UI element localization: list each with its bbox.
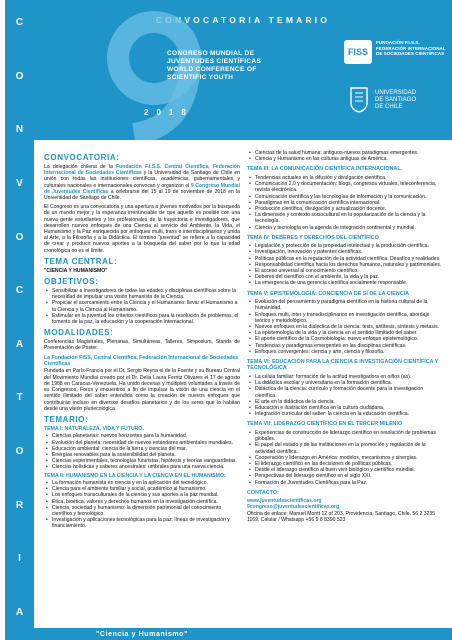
list-item: • Investigación y aplicaciones tecnológicas para la paz: líneas de investigación y financiamiento. (44, 517, 240, 529)
list-item: • Evolución del planeta: necesidad de nuevos estándares ambientales mundiales. (44, 440, 240, 446)
list-item: • Ciencias holísticas y saberes ancestrales: umbrales para una nueva ciencia. (44, 464, 240, 470)
list-item: • Estimular en la juventud los criterios científicos para la resolución de problemas, el fomento de la paz, la educación y la cooperación internacional. (44, 313, 240, 325)
side-letter: I (18, 553, 21, 565)
side-letter: A (15, 338, 24, 350)
list-item: • Perspectivas del liderazgo científico en el siglo XXI. (247, 473, 443, 479)
footer-bar (34, 628, 452, 640)
tema-4-heading: TEMA IV: DEBERES Y DERECHOS DEL CIENTÍFICO (247, 234, 379, 241)
usach-line: DE CHILE (375, 104, 403, 110)
tema-3-list (247, 175, 443, 231)
side-letter: T (16, 392, 23, 404)
fiss-name (376, 40, 452, 57)
usach-line: DE SANTIAGO (375, 97, 417, 103)
tema-1-heading: TEMA I: NATURALEZA, VIDA Y FUTURO. (44, 425, 144, 432)
contact-address: Oficina de enlace: Manuel Montt 12 of 203, Providencia, Santiago, Chile. 56 2 3235 1169. Celular / Whatsapp +56 9 8 8390 523 (247, 510, 436, 523)
list-item: • Propiciar el acercamiento entre la Ciencia y el Humanismo: llevar el Humanismo a la Ciencia y la Ciencia al Humanismo. (44, 300, 240, 312)
contacto-heading: CONTACTO: (247, 489, 279, 496)
side-letter: N (15, 124, 24, 136)
list-item: • El aporte científico de la Cosmobiología: nuevo enfoque epistemológico. (247, 336, 443, 342)
header-banner (34, 0, 452, 140)
list-item: • El liderazgo científico en las decisiones de políticas públicas. (247, 461, 443, 467)
list-item: • Investigación, innovación y patentes científicas. (247, 249, 443, 255)
text-run: a celebrarse del 15 al 19 de noviembre de 2018 en la Universidad de Santiago de Chile. (44, 188, 240, 202)
list-item: • Ciencias experimentales, tecnologías futuristas, hipótesis y teorías vanguardistas. (44, 458, 240, 464)
tema-2-list (44, 480, 240, 530)
tema-5-list (247, 299, 443, 355)
list-item: • El arte en la didáctica de la ciencia. (247, 399, 443, 405)
fiss-paragraph: Fundada en París-Francia por el Dr. Sergio Reyna el de la Fuente y su Bureau Central del Movimiento Mundial creado por el Dr. Delia Laura Ferritz Olivares el 17 de agosto de 1988 en Caracas-Venezuela. Ha unido decenas y múltiples voluntades a través de su Congresos, Foros y encuentros a fin de impulsar la visión de una ciencia en el sentido ilimitado del saber entendida como la creación de nuevos enfoques que contribuirán incluso en diversos desafíos planetarios y de los seres que lo habitan desde una visión pluriecológica. (44, 368, 240, 412)
list-item: • Nuevos enfoques en la dialéctica de la ciencia: tesis, antítesis, síntesis y metasis. (247, 324, 443, 330)
usach-name (375, 90, 452, 111)
list-item: • La célula familiar: formación de la actitud investigadora en niños (as). (247, 374, 443, 380)
usach-shield-icon (350, 87, 368, 113)
side-band-text (5, 18, 34, 618)
convocatoria-paragraph (44, 164, 240, 201)
list-item: • Responsabilidad científica hacia los derechos humanos, naturales y patrimoniales. (247, 262, 443, 268)
modalidades-heading: MODALIDADES: (44, 328, 114, 338)
fiss-name-highlight: Fundación F.I.S.S. Central Científica, Federación Internacional de Sociedades Científicas (44, 164, 240, 177)
side-letter: O (15, 446, 24, 457)
tema-central-value: "CIENCIA Y HUMANISMO" (44, 267, 108, 274)
tema-7-list (247, 430, 443, 486)
side-letter: C (15, 285, 24, 297)
side-letter: V (16, 177, 23, 189)
right-column (247, 150, 443, 523)
side-letter: A (15, 606, 24, 618)
list-item: • El acceso universal al conocimiento científico. (247, 268, 443, 274)
tema-1-list (44, 433, 240, 470)
side-letter: O (15, 70, 24, 82)
list-item: • Producción científica, divulgación y actualización docente. (247, 206, 443, 212)
footer-slogan: "Ciencia y Humanismo" (96, 630, 188, 638)
list-item: • La epistemología de la vida y la ciencia en el sentido ilimitado del saber. (247, 330, 443, 336)
list-item: • Evolución del pensamiento y paradigma científico en la historia cultural de la humanidad. (247, 299, 443, 311)
list-item: • Tendencias y paradigmas emergentes en las disciplinas científicas. (247, 343, 443, 349)
list-item: • Paradigmas en la comunicación científica internacional. (247, 200, 443, 206)
text-run: y la Universidad de Santiago de Chile en unión con todas las instituciones científicas, académicas, gubernamentales y culturales nacionales e internacionales convocan y organizan el (44, 170, 240, 189)
list-item: • El papel del estado y de las instituciones en la promoción y regulación de la actividad científica. (247, 442, 443, 454)
list-item: • Legislación y protección de la propiedad intelectual y la producción científica. (247, 243, 443, 249)
list-item: • Ciencias de la salud humana: antiguos-nuevos paradigmas emergentes. (247, 150, 443, 156)
list-item: • Los enfoques transculturales de la ciencia y sus aportes a la paz mundial. (44, 492, 240, 498)
tema-6-heading: TEMA VI: EDUCACIÓN PARA LA CIENCIA E INVESTIGACIÓN CIENTÍFICA Y TECNOLÓGICA (247, 358, 439, 372)
list-item: • Ciencia para el ambiente familiar y social, académico al humanismo. (44, 486, 240, 492)
tema-central-heading: TEMA CENTRAL: (44, 256, 118, 266)
usach-line: UNIVERSIDAD (375, 90, 417, 96)
tema-2-continued-list (247, 150, 443, 162)
list-item: • Ciencia, sociedad y humanismo: la dimensión patrimonial del conocimiento científico y tecnológico. (44, 505, 240, 517)
list-item: • Sensibilizar a investigadores de todas las edades y disciplinas científicas sobre la necesidad de impulsar una visión humanista de la Ciencia. (44, 288, 240, 300)
list-item: • Educación ambiental: ciencia de la tierra y ciencias del mar. (44, 446, 240, 452)
header-title: CONVOCATORIA TEMARIO (155, 15, 331, 25)
list-item: • Ciencias planetarias: nuevos horizontes para la humanidad. (44, 433, 240, 439)
congress-line: WORLD CONFERENCE OF (167, 66, 257, 73)
list-item: • Experiencias de construcción de liderazgo científico en resolución de problemas globales. (247, 430, 443, 442)
list-item: • La emergencia de una gerencia científica socialmente responsable. (247, 280, 443, 286)
text-run: La delegación chilena de la (44, 164, 117, 170)
list-item: • Ciencia y tecnología en la agenda de integración continental y mundial. (247, 225, 443, 231)
list-item: • Ciencia y Humanismo en las culturas antiguas de América. (247, 156, 443, 162)
tema-2-heading: TEMA II: HUMANISMO EN LA CIENCIA Y LA CIENCIA EN EL HUMANISMO: (44, 472, 226, 479)
list-item: • Enfoques multi, inter y transdisciplinarios en investigación científica, abordaje teórico y metodológico. (247, 312, 443, 324)
fiss-line: FUNDACIÓN F.I.S.S. (376, 40, 420, 45)
temario-heading: TEMARIO: (44, 414, 89, 424)
list-item: • Enfoques convergentes: ciencia y arte, ciencia y filosofía. (247, 349, 443, 355)
email-link[interactable]: 9congreso@juventudescientificas.org (247, 504, 340, 511)
congress-line: SCIENTIFIC YOUTH (167, 74, 234, 81)
list-item: • Comunicación científica y las tecnologías de información y la comunicación. (247, 194, 443, 200)
convocatoria-heading: CONVOCATORIA: (44, 153, 120, 162)
side-letter: O (15, 231, 24, 243)
list-item: • La formación humanista en ciencia y en la aplicación del tecnológico. (44, 480, 240, 486)
objetivos-list (44, 288, 240, 325)
tema-4-list (247, 243, 443, 286)
list-item: • Tendencias actuales en la difusión y divulgación científica. (247, 175, 443, 181)
fiss-logo-text: FISS (347, 47, 368, 57)
list-item: • Didáctica de la ciencia: currículo y formación docente para la investigación científica. (247, 386, 443, 398)
tema-3-heading: TEMA III: LA COMUNICACIÓN CIENTÍFICA INTERNACIONAL. (247, 166, 403, 173)
side-letter: C (15, 17, 24, 28)
list-item: • Educación e ilustración científica en la cultura ciudadana. (247, 405, 443, 411)
list-item: • Integración curricular del saber: la ciencia en la educación científica. (247, 411, 443, 417)
left-column (44, 150, 240, 532)
side-letter: R (15, 499, 24, 511)
objetivos-heading: OBJETIVOS: (44, 277, 99, 287)
fiss-logo (344, 40, 372, 64)
list-item: • Ética, bioética, valores y derechos humanos en la investigación científica. (44, 499, 240, 505)
congress-line: JUVENTUDES CIENTÍFICAS (167, 58, 262, 65)
modalidades-text: Conferencias Magistrales, Plenarias, Simultáneas, Talleres, Simposium, Stands de Presentación de Poster. (44, 339, 240, 352)
congress-highlight: 9 Congreso Mundial de Juventudes Científicas (44, 182, 240, 195)
list-item: • Deberes del científico con el ambiente, la vida y la paz. (247, 274, 443, 280)
list-item: • La didáctica escolar y universitaria en la formación científica. (247, 380, 443, 386)
list-item: • Formación de Juventudes Científicas para la Paz. (247, 480, 443, 486)
tema-7-heading: TEMA VII: LIDERAZGO CIENTÍFICO EN EL TERCER MILENIO (247, 421, 403, 428)
tema-5-heading: TEMA V: EPISTEMOLOGÍA: CONCIENCIA DE SÍ DE LA CIENCIA (247, 290, 410, 297)
list-item: • Energías renovables para la sostenibilidad del planeta. (44, 452, 240, 458)
list-item: • La dimensión y contexto sociocultural en la popularización de la ciencia y la tecnología. (247, 212, 443, 224)
congress-line: CONGRESO MUNDIAL DE (167, 50, 255, 57)
tema-6-list (247, 374, 443, 417)
list-item: • Políticas públicas en la regulación de la actividad científica. Desafíos y realidades. (247, 256, 443, 262)
congress-name (167, 50, 327, 82)
fiss-heading: La Fundación FISS, Central Científica, Federación Internacional de Sociedades Científicas (44, 354, 239, 368)
fiss-line: FEDERACIÓN INTERNACIONAL (376, 45, 446, 51)
convocatoria-paragraph-2: El Congreso es una convocatoria y una apertura a jóvenes motivados por la búsqueda de un mundo mejor y la esperanza irrenunciable de que aquello es posible con una nueva gente estudiantes y los profesionales de la trayectoria e investigadores, que desarrollen nuevos enfoques de una Ciencia al servicio del Ambiente, la Vida, el Humanismo y la Paz enriquecida por enfoques multi, trans e interdisciplinarios y unida al Arte, a la Filosofía y a la Didáctica. El término "juventud" se refiere a la capacidad de crear y producir nuevos aportes a la búsqueda del saber por lo que la edad cronológica no es el límite. (44, 204, 240, 254)
website-link[interactable]: www.juventudescientificas.org (247, 498, 322, 505)
list-item: • Comunicación 2.0 y documentación: blogs, congresos virtuales, teleconferencia, revista electrónica. (247, 181, 443, 193)
fiss-line: DE SOCIEDADES CIENTÍFICAS (376, 51, 445, 57)
list-item: • Desde el liderazgo científico al buen vivir biológico y científico mundial. (247, 467, 443, 473)
list-item: • Cooperación y liderazgo en América: modelos, mecanismos y sinergias. (247, 455, 443, 461)
congress-year: 2018 (144, 108, 194, 117)
